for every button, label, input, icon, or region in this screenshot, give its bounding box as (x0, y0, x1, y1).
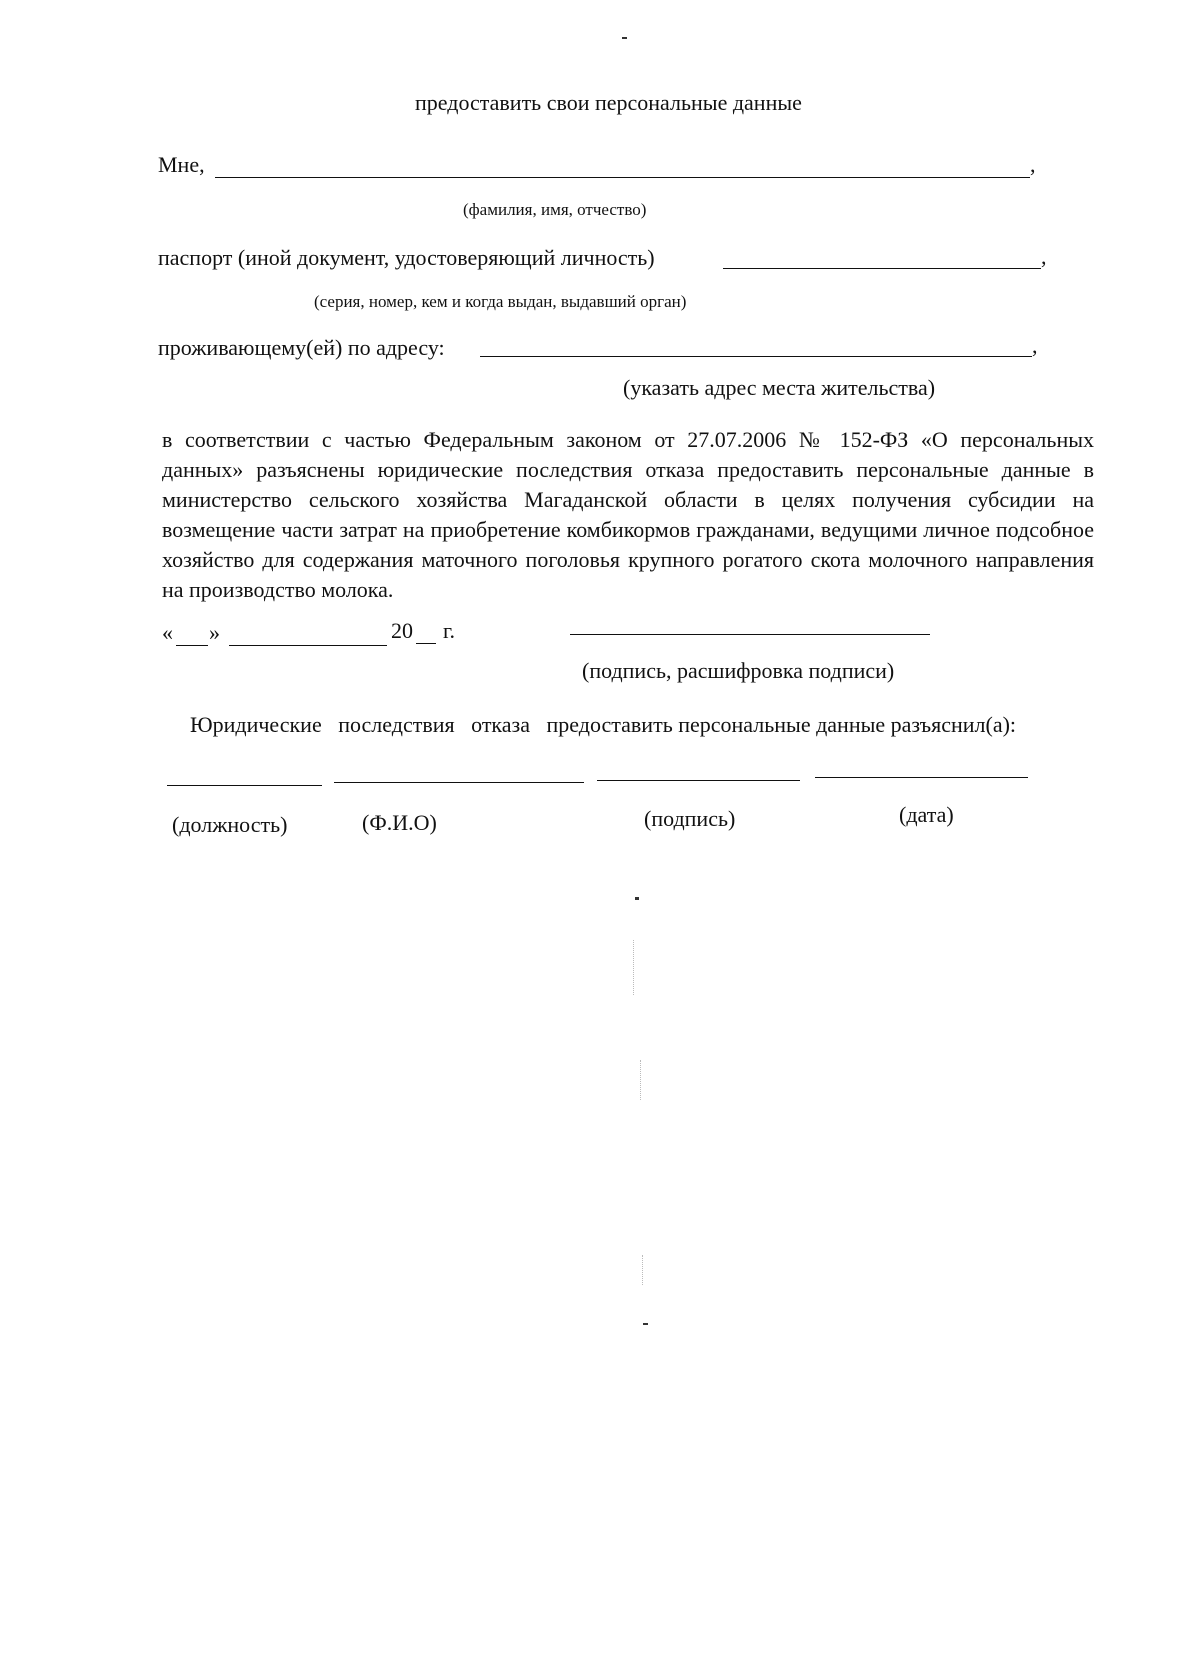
date-day-line[interactable] (176, 645, 208, 646)
date-month-line[interactable] (229, 645, 387, 646)
signature-bottom-hint: (подпись) (644, 806, 736, 831)
scan-dots (642, 1255, 643, 1285)
address-label: проживающему(ей) по адресу: (158, 335, 445, 360)
date-year-line[interactable] (416, 643, 436, 644)
passport-trailing-comma: , (1041, 244, 1047, 269)
date-bottom-line[interactable] (815, 777, 1028, 778)
address-line[interactable] (480, 356, 1032, 357)
scan-speck (635, 897, 639, 900)
position-hint: (должность) (172, 812, 288, 837)
name-label: Мне, (158, 152, 205, 177)
date-year-prefix: 20 (391, 618, 413, 643)
scan-speck (643, 1323, 648, 1325)
scan-dots (640, 1060, 641, 1100)
fio-line[interactable] (334, 782, 584, 783)
passport-hint: (серия, номер, кем и когда выдан, выдавший орган) (314, 292, 687, 311)
passport-line[interactable] (723, 268, 1041, 269)
date-close-quote: » (209, 620, 220, 645)
name-trailing-comma: , (1030, 152, 1036, 177)
scan-dots (633, 940, 634, 995)
explained-by-text: Юридические последствия отказа предоставить персональные данные разъяснил(а): (190, 712, 1017, 737)
name-hint: (фамилия, имя, отчество) (463, 200, 647, 219)
scan-speck (622, 37, 627, 39)
body-paragraph: в соответствии с частью Федеральным законом от 27.07.2006 № 152-ФЗ «О персональных данных» разъяснены юридические последствия отказа предоставить персональные данные в министерство сельского хозяйства Магаданской области в целях получения субсидии на возмещение части затрат на приобретение комбикормов гражданами, ведущими личное подсобное хозяйство для содержания маточного поголовья крупного рогатого скота молочного направления на производство молока. (162, 427, 1094, 602)
fio-hint: (Ф.И.О) (362, 810, 437, 835)
document-heading: предоставить свои персональные данные (415, 90, 802, 115)
address-trailing-comma: , (1032, 333, 1038, 358)
signature-bottom-line[interactable] (597, 780, 800, 781)
signature-hint: (подпись, расшифровка подписи) (582, 658, 895, 683)
date-open-quote: « (162, 620, 173, 645)
name-line[interactable] (215, 177, 1030, 178)
date-year-suffix: г. (443, 618, 456, 643)
date-bottom-hint: (дата) (899, 802, 954, 827)
passport-label: паспорт (иной документ, удостоверяющий личность) (158, 245, 655, 270)
signature-line[interactable] (570, 634, 930, 635)
address-hint: (указать адрес места жительства) (623, 375, 936, 400)
position-line[interactable] (167, 785, 322, 786)
